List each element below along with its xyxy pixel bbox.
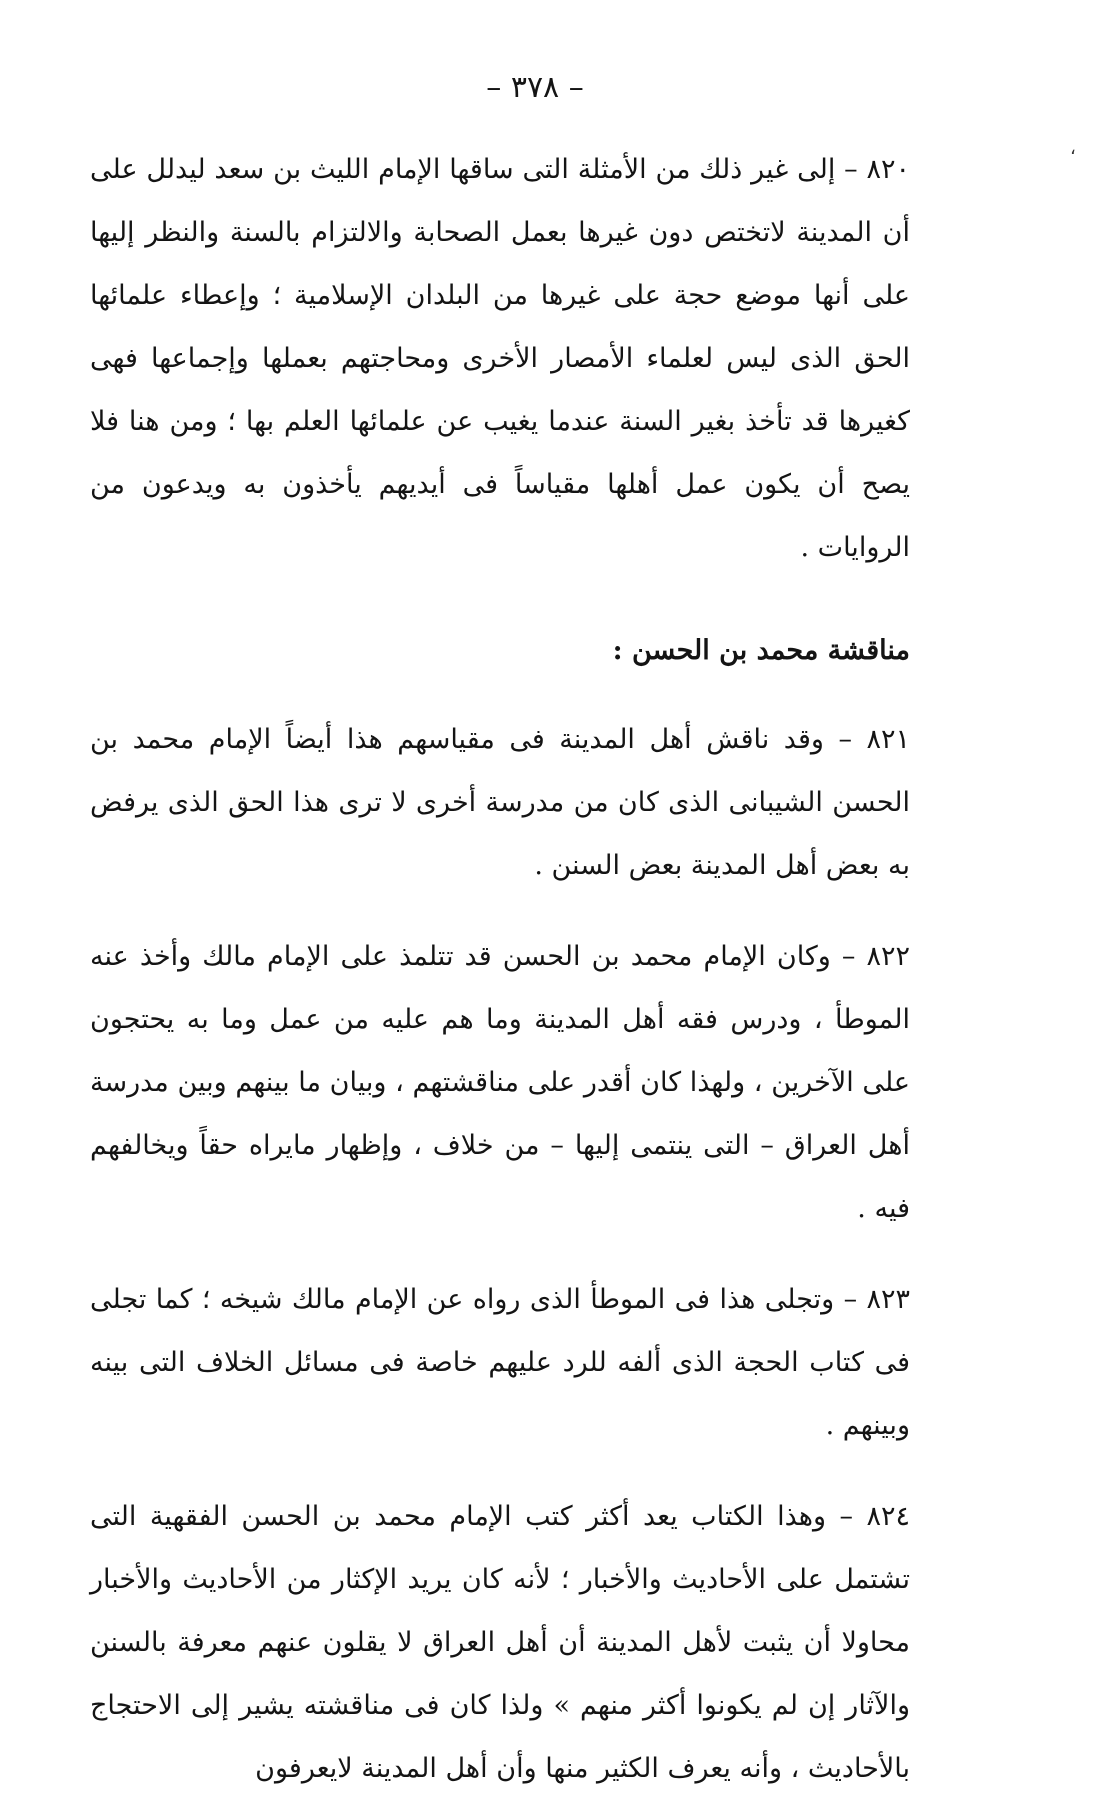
- paragraph-824: ٨٢٤ – وهذا الكتاب يعد أكثر كتب الإمام محمد بن الحسن الفقهية التى تشتمل على الأحاديث والأخبار ؛ لأنه كان يريد الإكثار من الأحاديث والأخبار محاولا أن يثبت لأهل المدينة أن أهل العراق لا يقلون عنهم معرفة بالسنن والآثار إن لم يكونوا أكثر منهم » ولذا كان فى مناقشته يشير إلى الاحتجاج بالأحاديث ، وأنه يعرف الكثير منها وأن أهل المدينة لايعرفون: [90, 1501, 910, 1784]
- paragraph-820: ٨٢٠ – إلى غير ذلك من الأمثلة التى ساقها الإمام الليث بن سعد ليدلل على أن المدينة لاتختص دون غيرها بعمل الصحابة والالتزام بالسنة والنظر إليها على أنها موضع حجة على غيرها من البلدان الإسلامية ؛ وإعطاء علمائها الحق الذى ليس لعلماء الأمصار الأخرى ومحاجتهم بعملها وإجماعها فهى كغيرها قد تأخذ بغير السنة عندما يغيب عن علمائها العلم بها ؛ ومن هنا فلا يصح أن يكون عمل أهلها مقياساً فى أيديهم يأخذون به ويدعون من الروايات .: [90, 154, 910, 563]
- paragraph-823: ٨٢٣ – وتجلى هذا فى الموطأ الذى رواه عن الإمام مالك شيخه ؛ كما تجلى فى كتاب الحجة الذى ألفه للرد عليهم خاصة فى مسائل الخلاف التى بينه وبينهم .: [90, 1284, 910, 1441]
- page-body: [90, 138, 910, 1800]
- paragraph-821: ٨٢١ – وقد ناقش أهل المدينة فى مقياسهم هذا أيضاً الإمام محمد بن الحسن الشيبانى الذى كان من مدرسة أخرى لا ترى هذا الحق الذى يرفض به بعض أهل المدينة بعض السنن .: [90, 724, 910, 881]
- margin-mark: ،: [1070, 138, 1076, 159]
- section-heading: مناقشة محمد بن الحسن :: [612, 635, 910, 666]
- page-number: – ٣٧٨ –: [486, 70, 584, 105]
- paragraph-822: ٨٢٢ – وكان الإمام محمد بن الحسن قد تتلمذ على الإمام مالك وأخذ عنه الموطأ ، ودرس فقه أهل المدينة وما هم عليه من عمل وما به يحتجون على الآخرين ، ولهذا كان أقدر على مناقشتهم ، وبيان ما بينهم وبين مدرسة أهل العراق – التى ينتمى إليها – من خلاف ، وإظهار مايراه حقاً ويخالفهم فيه .: [90, 941, 910, 1224]
